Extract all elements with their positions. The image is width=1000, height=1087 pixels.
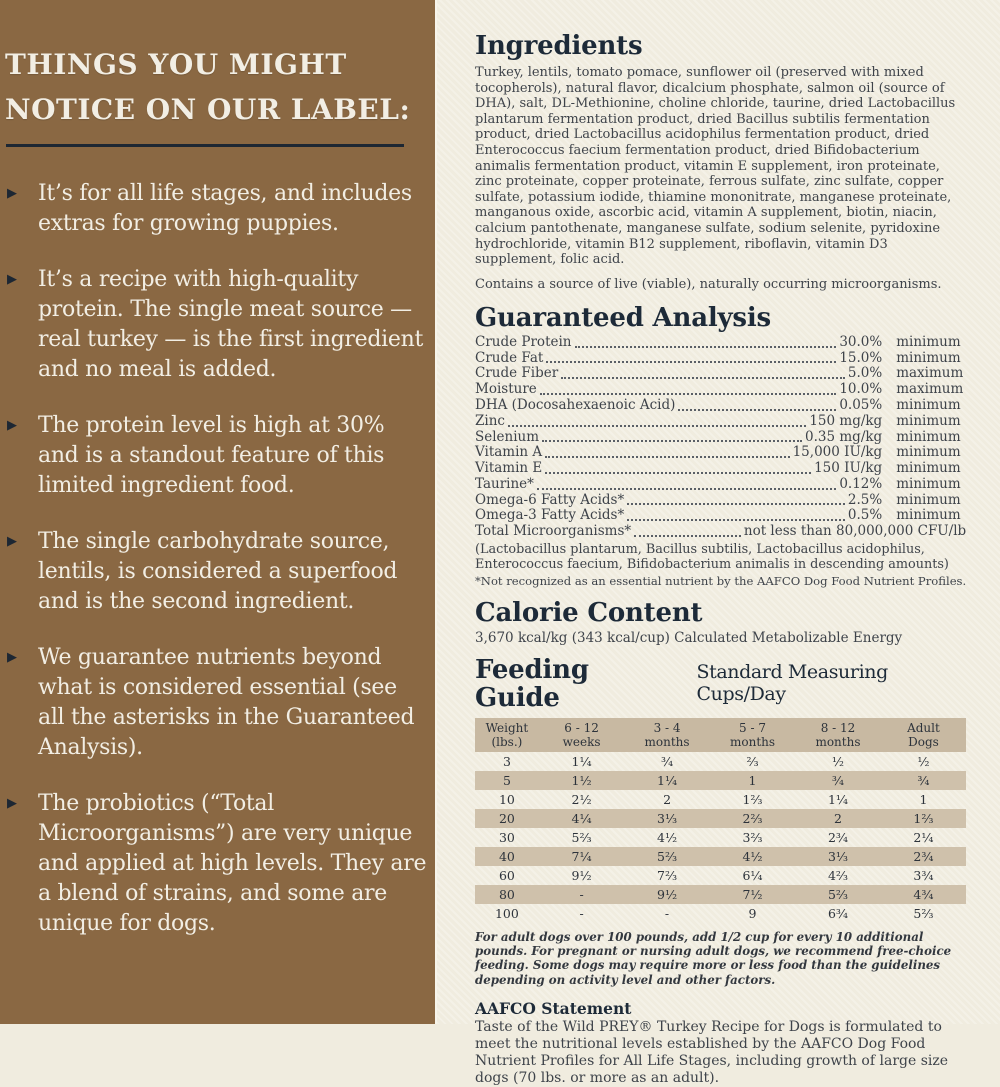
- bullet-text: It’s a recipe with high-quality protein. The single meat source — real turkey — is the first ingredient and no meal is added.: [38, 267, 424, 382]
- dotted-leader: [537, 488, 836, 490]
- feeding-cell: 3¾: [913, 868, 934, 884]
- feeding-cell: ¾: [660, 754, 674, 770]
- feeding-cell: 6¾: [827, 906, 849, 922]
- feeding-cell: 2: [795, 809, 880, 828]
- ga-row: [475, 524, 966, 540]
- feeding-cell: 1: [710, 771, 795, 790]
- callout-bullet-5: [5, 643, 429, 763]
- bullet-arrow-icon: ▶: [7, 650, 17, 665]
- ga-nutrient-value: not less than 80,000,000 CFU/lb: [743, 523, 967, 540]
- feeding-cell: 3⅓: [624, 809, 709, 828]
- feeding-cell: 4½: [657, 830, 678, 846]
- feeding-cell: ¾: [795, 771, 880, 790]
- ga-row: [475, 335, 966, 351]
- feeding-cell: 5: [475, 771, 539, 790]
- ga-qualifier: minimum: [896, 460, 961, 477]
- feeding-cell: 30: [498, 830, 515, 846]
- feeding-row: [475, 885, 966, 904]
- ga-nutrient-label: Zinc: [475, 412, 505, 429]
- feeding-cell: 7¼: [539, 847, 624, 866]
- feeding-column-header: 5 - 7 months: [710, 718, 795, 752]
- feeding-cell: 9½: [571, 868, 592, 884]
- feeding-guide-table-head: [475, 718, 966, 752]
- feeding-guide-table-body: [475, 752, 966, 923]
- microorganism-species-list: (Lactobacillus plantarum, Bacillus subtilis, Lactobacillus acidophilus, Enterococcus faecium, Bifidobacterium animalis in descending amounts): [475, 542, 949, 573]
- feeding-cell: 6¼: [742, 868, 763, 884]
- dotted-leader: [508, 425, 806, 427]
- ga-nutrient-label: Vitamin A: [475, 444, 543, 461]
- feeding-cell: 4⅔: [827, 868, 849, 884]
- calorie-content-value: 3,670 kcal/kg (343 kcal/cup) Calculated Metabolizable Energy: [475, 630, 903, 647]
- ga-row: [475, 508, 966, 524]
- ga-qualifier: minimum: [896, 428, 961, 445]
- label-callouts-panel: [0, 0, 437, 1024]
- ga-qualifier: minimum: [896, 396, 961, 413]
- dotted-leader: [575, 346, 837, 348]
- feeding-cell: 40: [475, 847, 539, 866]
- ga-nutrient-value: 150 IU/kg: [814, 460, 883, 477]
- ga-nutrient-value: 0.5%: [847, 507, 883, 524]
- feeding-cell: 2¾: [827, 830, 849, 846]
- ingredients-section: [475, 32, 966, 292]
- feeding-guide-heading-row: [475, 656, 966, 712]
- feeding-row: [475, 866, 966, 885]
- aafco-statement-heading: AAFCO Statement: [475, 998, 632, 1018]
- bullet-text: The protein level is high at 30% and is a standout feature of this limited ingredient food.: [38, 413, 385, 498]
- feeding-guide-table: [475, 718, 966, 923]
- ingredients-heading: Ingredients: [475, 31, 643, 61]
- feeding-cell: 1¼: [827, 792, 849, 808]
- ingredients-body: Turkey, lentils, tomato pomace, sunflower oil (preserved with mixed tocopherols), natural flavor, dicalcium phosphate, salmon oil (source of DHA), salt, DL-Methionine, choline chloride, taurine, dried Lactobacillus plantarum fermentation product, dried Bacillus subtilis fermentation product, dried Lactobacillus acidophilus fermentation product, dried Enterococcus faecium fermentation product, dried Bifidobacterium animalis fermentation product, vitamin E supplement, iron proteinate, zinc proteinate, copper proteinate, ferrous sulfate, zinc sulfate, copper sulfate, potassium iodide, thiamine mononitrate, manganese proteinate, manganous oxide, ascorbic acid, vitamin A supplement, biotin, niacin, calcium pantothenate, manganese sulfate, sodium selenite, pyridoxine hydrochloride, vitamin B12 supplement, riboflavin, vitamin D3 supplement, folic acid.: [475, 65, 956, 268]
- feeding-cell: 5⅔: [913, 906, 934, 922]
- ga-row: [475, 366, 966, 382]
- label-facts-panel: [437, 0, 1000, 1086]
- feeding-cell: 2½: [571, 792, 592, 808]
- bullet-arrow-icon: ▶: [7, 534, 17, 549]
- feeding-guide-subheading: Standard Measuring Cups/Day: [696, 661, 888, 706]
- feeding-cell: 1⅔: [881, 809, 966, 828]
- calorie-content-heading: Calorie Content: [475, 598, 703, 629]
- feeding-row: [475, 771, 966, 790]
- aafco-statement-body: Taste of the Wild PREY® Turkey Recipe for Dogs is formulated to meet the nutritional levels established by the AAFCO Dog Food Nutrient Profiles for All Life Stages, including growth of large size dogs (70 lbs. or more as an adult).: [475, 1018, 949, 1086]
- callout-bullet-list: [5, 179, 429, 939]
- feeding-cell: 2⅔: [710, 809, 795, 828]
- callout-bullet-2: [5, 265, 429, 385]
- bullet-arrow-icon: ▶: [7, 796, 17, 811]
- ga-qualifier: minimum: [896, 412, 961, 429]
- dotted-leader: [542, 440, 802, 442]
- feeding-row: [475, 847, 966, 866]
- callout-bullet-1: [5, 179, 429, 239]
- dotted-leader: [545, 472, 811, 474]
- ga-nutrient-label: Crude Fiber: [475, 365, 559, 382]
- bullet-arrow-icon: ▶: [7, 272, 17, 287]
- callout-bullet-3: [5, 411, 429, 501]
- panel-title: [5, 42, 429, 132]
- ga-qualifier: minimum: [896, 475, 961, 492]
- ga-nutrient-label: DHA (Docosahexaenoic Acid): [475, 396, 676, 413]
- bullet-text: It’s for all life stages, and includes extras for growing puppies.: [38, 181, 412, 236]
- feeding-cell: 2: [663, 792, 672, 808]
- ga-row: [475, 461, 966, 477]
- panel-title-line-1: THINGS YOU MIGHT: [5, 48, 347, 81]
- feeding-cell: ⅔: [746, 754, 759, 770]
- feeding-cell: 7½: [710, 885, 795, 904]
- ga-nutrient-value: 30.0%: [839, 333, 883, 350]
- feeding-cell: 5⅔: [624, 847, 709, 866]
- ga-qualifier: minimum: [896, 507, 961, 524]
- ga-row: [475, 477, 966, 493]
- feeding-cell: 5⅔: [795, 885, 880, 904]
- feeding-guide-header-row: [475, 718, 966, 752]
- feeding-cell: 20: [475, 809, 539, 828]
- ga-row: [475, 493, 966, 509]
- dotted-leader: [540, 393, 837, 395]
- panel-title-line-2: NOTICE ON OUR LABEL:: [5, 93, 411, 126]
- feeding-cell: 7⅔: [657, 868, 678, 884]
- ga-row: [475, 398, 966, 414]
- callout-bullet-4: [5, 527, 429, 617]
- feeding-cell: -: [664, 906, 670, 922]
- dotted-leader: [678, 409, 836, 411]
- dotted-leader: [627, 503, 845, 505]
- ga-qualifier: maximum: [896, 381, 964, 398]
- feeding-cell: 80: [475, 885, 539, 904]
- dotted-leader: [561, 377, 845, 379]
- feeding-column-header: Weight (lbs.): [475, 718, 539, 752]
- bullet-text: We guarantee nutrients beyond what is considered essential (see all the asterisks in the Guaranteed Analysis).: [38, 645, 415, 760]
- feeding-cell: 3⅓: [795, 847, 880, 866]
- feeding-cell: 5⅔: [571, 830, 592, 846]
- feeding-cell: 9½: [624, 885, 709, 904]
- feeding-cell: 3: [502, 754, 511, 770]
- feeding-cell: ½: [917, 754, 930, 770]
- feeding-cell: 1½: [539, 771, 624, 790]
- bullet-text: The single carbohydrate source, lentils, is considered a superfood and is the second ingredient.: [38, 529, 398, 614]
- ga-nutrient-label: Selenium: [475, 428, 540, 445]
- feeding-cell: 2¼: [913, 830, 934, 846]
- ga-nutrient-value: 10.0%: [839, 381, 883, 398]
- ga-nutrient-label: Taurine*: [475, 475, 534, 492]
- ga-nutrient-value: 15,000 IU/kg: [792, 444, 883, 461]
- feeding-cell: 2¾: [881, 847, 966, 866]
- asterisk-footnote: *Not recognized as an essential nutrient by the AAFCO Dog Food Nutrient Profiles.: [475, 574, 967, 589]
- feeding-cell: -: [579, 906, 584, 922]
- feeding-cell: 3⅔: [742, 830, 763, 846]
- ga-nutrient-label: Total Microorganisms*: [475, 523, 632, 540]
- feeding-row: [475, 904, 966, 923]
- ga-row: [475, 382, 966, 398]
- ga-nutrient-label: Omega-6 Fatty Acids*: [475, 491, 625, 508]
- ga-qualifier: minimum: [896, 349, 961, 366]
- guaranteed-analysis-section: [475, 304, 966, 588]
- feeding-column-header: 3 - 4 months: [624, 718, 709, 752]
- feeding-cell: 60: [498, 868, 515, 884]
- ga-nutrient-label: Moisture: [475, 381, 537, 398]
- aafco-statement-section: [475, 1000, 966, 1087]
- feeding-row: [475, 752, 966, 771]
- ga-row: [475, 351, 966, 367]
- calorie-content-section: [475, 599, 966, 646]
- feeding-column-header: Adult Dogs: [881, 718, 966, 752]
- feeding-guide-footnote: For adult dogs over 100 pounds, add 1/2 cup for every 10 additional pounds. For pregnant or nursing adult dogs, we recommend free-choice feeding. Some dogs may require more or less food than the guidelines depending on activity level and other factors.: [475, 930, 952, 987]
- ga-nutrient-label: Omega-3 Fatty Acids*: [475, 507, 625, 524]
- ga-row: [475, 445, 966, 461]
- feeding-cell: 4¼: [539, 809, 624, 828]
- ga-row: [475, 430, 966, 446]
- feeding-row: [475, 828, 966, 847]
- ga-nutrient-value: 2.5%: [847, 491, 883, 508]
- feeding-guide-section: [475, 656, 966, 987]
- bullet-arrow-icon: ▶: [7, 418, 17, 433]
- feeding-cell: 4½: [710, 847, 795, 866]
- title-divider: [6, 144, 404, 147]
- ga-nutrient-label: Crude Protein: [475, 333, 572, 350]
- bullet-arrow-icon: ▶: [7, 186, 17, 201]
- ga-qualifier: minimum: [896, 444, 961, 461]
- ga-nutrient-value: 150 mg/kg: [809, 412, 883, 429]
- feeding-cell: ½: [831, 754, 845, 770]
- ga-qualifier: minimum: [896, 333, 961, 350]
- feeding-column-header: 8 - 12 months: [795, 718, 880, 752]
- ga-nutrient-value: 0.12%: [839, 475, 883, 492]
- feeding-cell: 1¼: [624, 771, 709, 790]
- ga-qualifier: maximum: [896, 365, 964, 382]
- ga-nutrient-value: 15.0%: [839, 349, 883, 366]
- feeding-cell: 9: [748, 906, 757, 922]
- microorganisms-note: Contains a source of live (viable), naturally occurring microorganisms.: [475, 276, 942, 292]
- ga-qualifier: minimum: [896, 491, 961, 508]
- ga-nutrient-label: Vitamin E: [475, 460, 543, 477]
- dotted-leader: [634, 535, 741, 537]
- feeding-column-header: 6 - 12 weeks: [539, 718, 624, 752]
- ga-nutrient-value: 0.35 mg/kg: [805, 428, 883, 445]
- feeding-cell: -: [539, 885, 624, 904]
- feeding-cell: 1⅔: [742, 792, 763, 808]
- feeding-cell: 1¼: [571, 754, 592, 770]
- callout-bullet-6: [5, 789, 429, 939]
- guaranteed-analysis-rows: [475, 335, 966, 540]
- feeding-guide-heading: Feeding Guide: [475, 655, 589, 714]
- dotted-leader: [545, 456, 789, 458]
- feeding-cell: 1: [919, 792, 928, 808]
- ga-row: [475, 414, 966, 430]
- feeding-row: [475, 790, 966, 809]
- feeding-cell: 10: [498, 792, 515, 808]
- dotted-leader: [546, 361, 836, 363]
- ga-nutrient-value: 0.05%: [839, 396, 883, 413]
- feeding-cell: 4¾: [881, 885, 966, 904]
- dotted-leader: [627, 519, 845, 521]
- feeding-cell: 100: [494, 906, 519, 922]
- feeding-cell: ¾: [881, 771, 966, 790]
- bullet-text: The probiotics (“Total Microorganisms”) are very unique and applied at high levels. They are a blend of strains, and some are unique for dogs.: [38, 791, 427, 936]
- ga-nutrient-value: 5.0%: [847, 365, 883, 382]
- guaranteed-analysis-heading: Guaranteed Analysis: [475, 302, 771, 333]
- feeding-row: [475, 809, 966, 828]
- ga-nutrient-label: Crude Fat: [475, 349, 544, 366]
